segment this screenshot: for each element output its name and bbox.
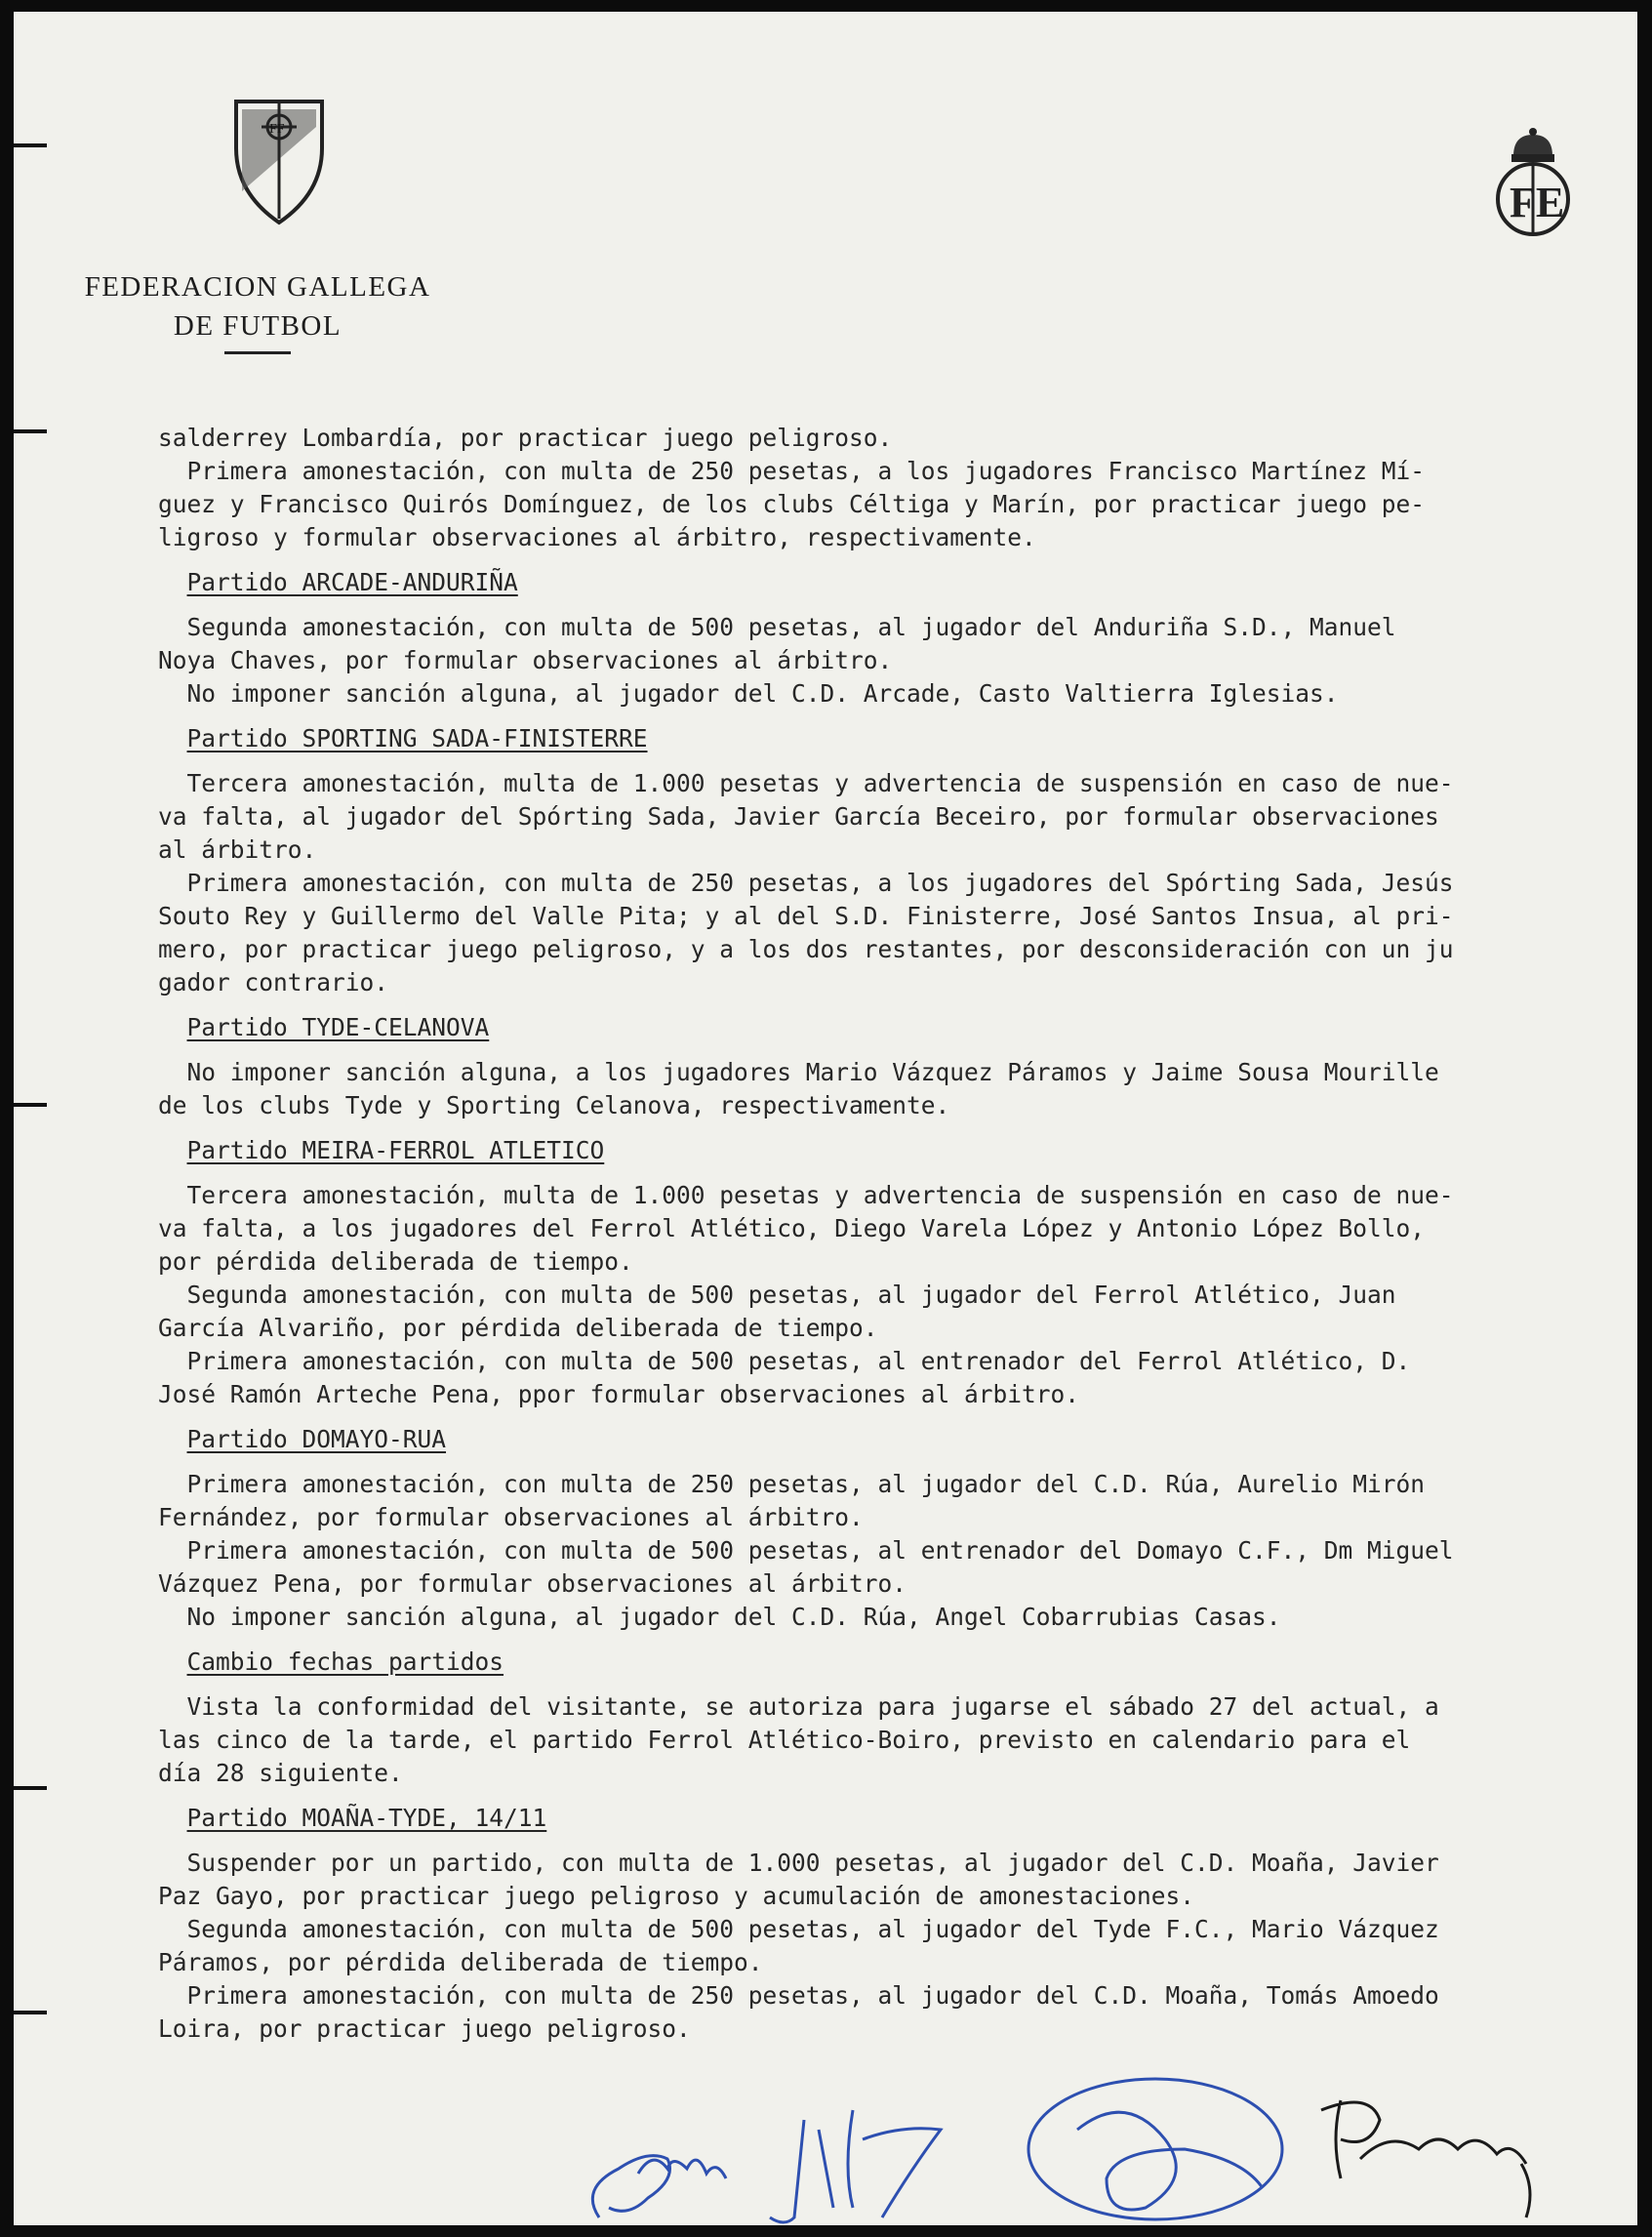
binder-hole-mark: [14, 143, 47, 147]
org-name-line-2: DE FUTBOL: [173, 310, 342, 342]
document-page: [14, 12, 1637, 2225]
galician-football-shield-icon: [232, 98, 326, 230]
text-line: Segunda amonestación, con multa de 500 pesetas, al jugador del Tyde F.C., Mario Vázquez: [158, 1915, 1439, 1943]
section-heading: [158, 566, 1632, 599]
text-line: Tercera amonestación, multa de 1.000 pesetas y advertencia de suspensión en caso de nue-: [158, 769, 1454, 797]
binder-hole-mark: [14, 1103, 47, 1107]
binder-hole-mark: [14, 2011, 47, 2014]
binder-hole-mark: [14, 429, 47, 433]
letterhead-rule: [224, 351, 291, 354]
text-line: va falta, a los jugadores del Ferrol Atlético, Diego Varela López y Antonio López Bollo,: [158, 1214, 1426, 1242]
text-line: Paz Gayo, por practicar juego peligroso y acumulación de amonestaciones.: [158, 1882, 1195, 1910]
section-heading: [158, 1802, 1632, 1835]
text-line: Primera amonestación, con multa de 250 pesetas, a los jugadores del Spórting Sada, Jesús: [158, 869, 1454, 897]
signatures: [560, 2071, 1633, 2225]
section-heading-text: Partido MEIRA-FERROL ATLETICO: [186, 1136, 605, 1164]
section-heading-text: Partido TYDE-CELANOVA: [186, 1013, 490, 1041]
text-line: Primera amonestación, con multa de 250 pesetas, al jugador del C.D. Rúa, Aurelio Mirón: [158, 1470, 1426, 1498]
text-line: Segunda amonestación, con multa de 500 pesetas, al jugador del Anduriña S.D., Manuel: [158, 613, 1396, 641]
signature-3-icon: [1028, 2079, 1282, 2219]
section-heading-text: Partido ARCADE-ANDURIÑA: [186, 568, 518, 596]
svg-text:FE: FE: [1510, 179, 1565, 226]
text-line: de los clubs Tyde y Sporting Celanova, respectivamente.: [158, 1091, 950, 1119]
letterhead: [82, 267, 433, 354]
text-line: al árbitro.: [158, 835, 317, 864]
text-line: Vázquez Pena, por formular observaciones al árbitro.: [158, 1569, 907, 1598]
text-line: las cinco de la tarde, el partido Ferrol Atlético-Boiro, previsto en calendario para el: [158, 1726, 1411, 1754]
text-line: salderrey Lombardía, por practicar juego peligroso.: [158, 424, 893, 452]
text-line: Primera amonestación, con multa de 250 pesetas, a los jugadores Francisco Martínez Mí-: [158, 457, 1426, 485]
section-heading: [158, 1134, 1632, 1167]
document-body: [158, 422, 1632, 2046]
text-line: guez y Francisco Quirós Domínguez, de los clubs Céltiga y Marín, por practicar juego pe-: [158, 490, 1426, 518]
text-line: Primera amonestación, con multa de 500 pesetas, al entrenador del Domayo C.F., Dm Miguel: [158, 1536, 1454, 1565]
svg-text:FF: FF: [269, 122, 285, 137]
section-heading: [158, 1011, 1632, 1044]
binder-hole-mark: [14, 1786, 47, 1790]
text-line: Noya Chaves, por formular observaciones al árbitro.: [158, 646, 893, 674]
signature-4-icon: [1321, 2100, 1530, 2217]
section-heading: [158, 1646, 1632, 1679]
text-line: va falta, al jugador del Spórting Sada, Javier García Beceiro, por formular observaciones: [158, 802, 1439, 831]
section-heading-text: Partido DOMAYO-RUA: [186, 1425, 447, 1453]
text-line: Páramos, por pérdida deliberada de tiempo.: [158, 1948, 763, 1976]
text-line: por pérdida deliberada de tiempo.: [158, 1247, 633, 1276]
text-line: García Alvariño, por pérdida deliberada de tiempo.: [158, 1314, 878, 1342]
text-line: Segunda amonestación, con multa de 500 pesetas, al jugador del Ferrol Atlético, Juan: [158, 1281, 1396, 1309]
text-line: Primera amonestación, con multa de 500 pesetas, al entrenador del Ferrol Atlético, D.: [158, 1347, 1411, 1375]
text-line: Suspender por un partido, con multa de 1.000 pesetas, al jugador del C.D. Moaña, Javier: [158, 1849, 1439, 1877]
text-line: Vista la conformidad del visitante, se autoriza para jugarse el sábado 27 del actual, a: [158, 1692, 1439, 1721]
text-line: Loira, por practicar juego peligroso.: [158, 2014, 691, 2043]
section-heading: [158, 1423, 1632, 1456]
text-line: No imponer sanción alguna, a los jugadores Mario Vázquez Páramos y Jaime Sousa Mourille: [158, 1058, 1439, 1086]
text-line: Tercera amonestación, multa de 1.000 pesetas y advertencia de suspensión en caso de nue-: [158, 1181, 1454, 1209]
section-heading-text: Partido MOAÑA-TYDE, 14/11: [186, 1804, 547, 1832]
section-heading-text: Partido SPORTING SADA-FINISTERRE: [186, 724, 648, 752]
org-name-line-1: FEDERACION GALLEGA: [84, 271, 431, 303]
text-line: No imponer sanción alguna, al jugador del C.D. Rúa, Angel Cobarrubias Casas.: [158, 1603, 1281, 1631]
text-line: día 28 siguiente.: [158, 1759, 403, 1787]
text-line: mero, por practicar juego peligroso, y a los dos restantes, por desconsideración con un ju: [158, 935, 1454, 963]
signature-2-icon: [770, 2110, 941, 2222]
text-line: Fernández, por formular observaciones al árbitro.: [158, 1503, 864, 1531]
text-line: Souto Rey y Guillermo del Valle Pita; y al del S.D. Finisterre, José Santos Insua, al pri-: [158, 902, 1454, 930]
text-line: No imponer sanción alguna, al jugador del C.D. Arcade, Casto Valtierra Iglesias.: [158, 679, 1339, 708]
section-heading: [158, 722, 1632, 755]
text-line: Primera amonestación, con multa de 250 pesetas, al jugador del C.D. Moaña, Tomás Amoedo: [158, 1981, 1439, 2010]
signature-1-icon: [592, 2156, 726, 2217]
text-line: José Ramón Arteche Pena, ppor formular observaciones al árbitro.: [158, 1380, 1080, 1408]
royal-federation-crown-emblem-icon: [1492, 127, 1574, 248]
text-line: ligroso y formular observaciones al árbitro, respectivamente.: [158, 523, 1036, 551]
text-line: gador contrario.: [158, 968, 389, 996]
section-heading-text: Cambio fechas partidos: [186, 1647, 504, 1676]
